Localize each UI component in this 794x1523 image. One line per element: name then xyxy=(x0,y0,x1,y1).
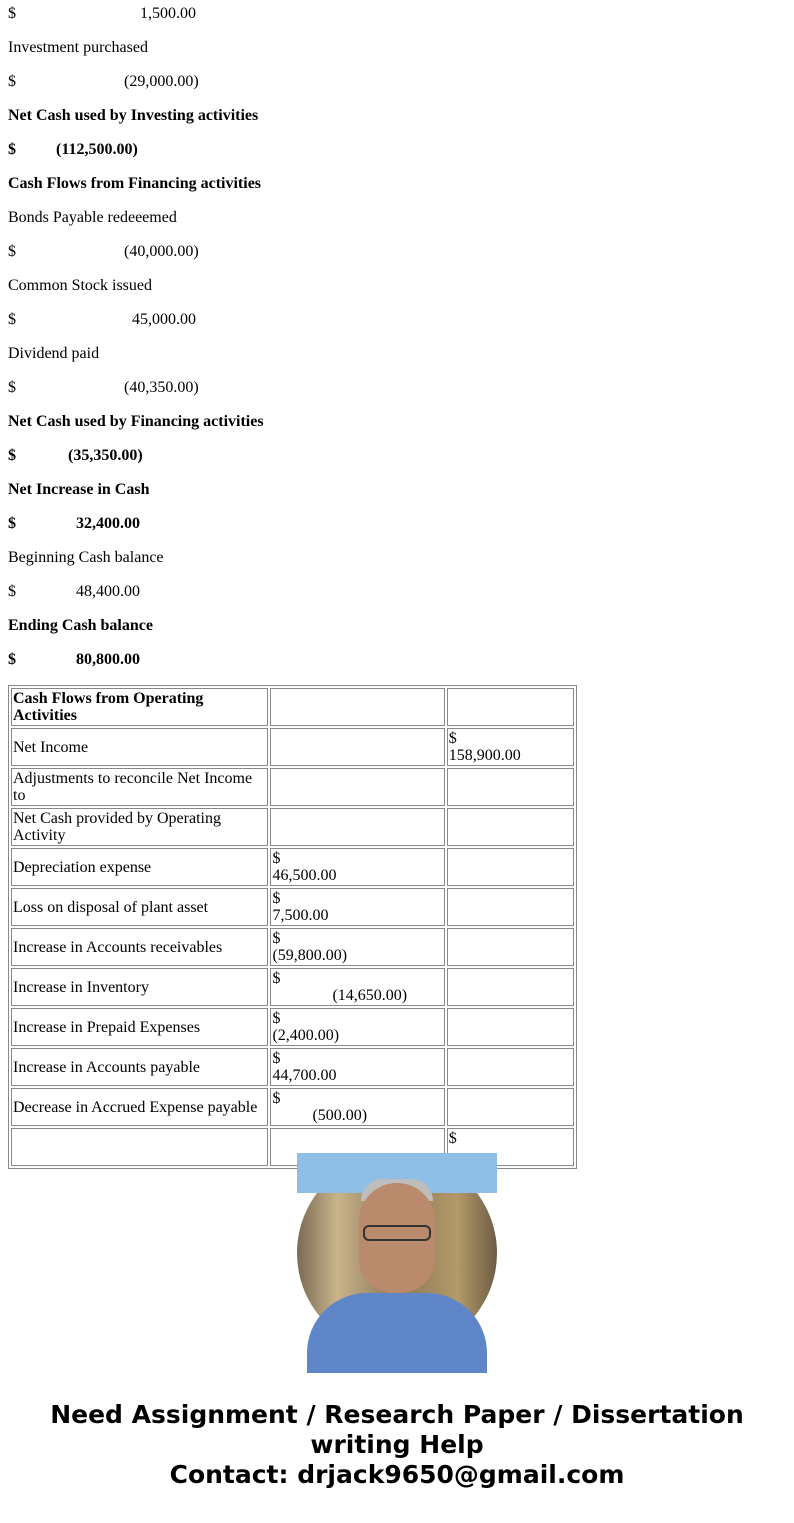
total-amount xyxy=(447,1088,574,1126)
line-label: Cash Flows from Financing activities xyxy=(8,175,262,192)
amount-value: 80,800.00 xyxy=(76,651,140,668)
total-amount xyxy=(447,808,574,846)
amount-line xyxy=(8,583,788,601)
line-label: Bonds Payable redeeemed xyxy=(8,209,177,226)
amount-value: (35,350.00) xyxy=(68,447,143,464)
amount-line xyxy=(8,379,788,397)
row-label: Increase in Prepaid Expenses xyxy=(11,1008,268,1046)
currency-symbol: $ xyxy=(8,447,16,464)
label-line xyxy=(8,617,788,635)
adjustment-amount xyxy=(270,768,444,806)
adjustment-amount: $ 7,500.00 xyxy=(270,888,444,926)
currency-symbol: $ xyxy=(8,651,16,668)
label-line xyxy=(8,413,788,431)
adjustment-amount: $ 46,500.00 xyxy=(270,848,444,886)
footer-line-2: writing Help xyxy=(310,1430,484,1459)
amount-line xyxy=(8,515,788,533)
label-line xyxy=(8,107,788,125)
amount-value: (40,350.00) xyxy=(124,379,199,396)
line-label: Investment purchased xyxy=(8,39,148,56)
line-label: Beginning Cash balance xyxy=(8,549,164,566)
label-line xyxy=(8,175,788,193)
author-photo xyxy=(297,1153,497,1353)
table-row xyxy=(11,768,574,806)
table-row xyxy=(11,688,574,726)
amount-line xyxy=(8,73,788,91)
amount-value: (40,000.00) xyxy=(124,243,199,260)
currency-symbol: $ xyxy=(8,73,16,90)
footer-line-1: Need Assignment / Research Paper / Dissertation xyxy=(50,1400,744,1429)
adjustment-amount xyxy=(270,688,444,726)
row-label: Increase in Accounts receivables xyxy=(11,928,268,966)
line-label: Common Stock issued xyxy=(8,277,153,294)
total-amount: $ 158,900.00 xyxy=(447,728,574,766)
row-label: Decrease in Accrued Expense payable xyxy=(11,1088,268,1126)
currency-symbol: $ xyxy=(8,583,16,600)
label-line xyxy=(8,277,788,295)
row-label xyxy=(11,1128,268,1166)
total-amount xyxy=(447,688,574,726)
label-line xyxy=(8,481,788,499)
row-label: Increase in Inventory xyxy=(11,968,268,1006)
row-label: Cash Flows from Operating Activities xyxy=(11,688,268,726)
amount-value: (29,000.00) xyxy=(124,73,199,90)
adjustment-amount: $ (2,400.00) xyxy=(270,1008,444,1046)
currency-symbol: $ xyxy=(8,5,16,22)
adjustment-amount: $ (500.00) xyxy=(270,1088,444,1126)
operating-activities-table xyxy=(8,685,577,1169)
row-label: Adjustments to reconcile Net Income to xyxy=(11,768,268,806)
line-label: Net Cash used by Financing activities xyxy=(8,413,264,430)
row-label: Depreciation expense xyxy=(11,848,268,886)
amount-line xyxy=(8,447,788,465)
line-label: Ending Cash balance xyxy=(8,617,153,634)
total-amount xyxy=(447,888,574,926)
currency-symbol: $ xyxy=(8,379,16,396)
amount-value: 48,400.00 xyxy=(76,583,140,600)
line-label: Net Increase in Cash xyxy=(8,481,150,498)
amount-value: (112,500.00) xyxy=(56,141,138,158)
total-amount: $ xyxy=(447,1128,574,1166)
adjustment-amount xyxy=(270,808,444,846)
table-row xyxy=(11,808,574,846)
amount-line xyxy=(8,311,788,329)
adjustment-amount xyxy=(270,728,444,766)
row-label: Increase in Accounts payable xyxy=(11,1048,268,1086)
label-line xyxy=(8,345,788,363)
amount-line xyxy=(8,243,788,261)
row-label: Net Cash provided by Operating Activity xyxy=(11,808,268,846)
total-amount xyxy=(447,1048,574,1086)
total-amount xyxy=(447,848,574,886)
table-row xyxy=(11,728,574,766)
amount-value: 32,400.00 xyxy=(76,515,140,532)
adjustment-amount: $ (59,800.00) xyxy=(270,928,444,966)
amount-line xyxy=(8,5,788,23)
table-row xyxy=(11,1048,574,1086)
label-line xyxy=(8,549,788,567)
table-row xyxy=(11,1008,574,1046)
currency-symbol: $ xyxy=(8,311,16,328)
currency-symbol: $ xyxy=(8,243,16,260)
cash-flow-lines xyxy=(8,5,788,669)
currency-symbol: $ xyxy=(8,141,16,158)
amount-line xyxy=(8,141,788,159)
total-amount xyxy=(447,928,574,966)
amount-value: 45,000.00 xyxy=(132,311,196,328)
label-line xyxy=(8,209,788,227)
line-label: Dividend paid xyxy=(8,345,100,362)
table-row xyxy=(11,1088,574,1126)
line-label: Net Cash used by Investing activities xyxy=(8,107,259,124)
row-label: Net Income xyxy=(11,728,268,766)
adjustment-amount: $ (14,650.00) xyxy=(270,968,444,1006)
cash-flow-document xyxy=(8,0,788,1147)
row-label: Loss on disposal of plant asset xyxy=(11,888,268,926)
amount-line xyxy=(8,651,788,669)
total-amount xyxy=(447,768,574,806)
total-amount xyxy=(447,1008,574,1046)
currency-symbol: $ xyxy=(8,515,16,532)
table-row xyxy=(11,888,574,926)
table-row xyxy=(11,928,574,966)
table-row xyxy=(11,968,574,1006)
table-row xyxy=(11,848,574,886)
adjustment-amount: $ 44,700.00 xyxy=(270,1048,444,1086)
total-amount xyxy=(447,968,574,1006)
contact-banner xyxy=(0,1400,794,1490)
label-line xyxy=(8,39,788,57)
amount-value: 1,500.00 xyxy=(140,5,196,22)
footer-line-3: Contact: drjack9650@gmail.com xyxy=(169,1460,625,1489)
